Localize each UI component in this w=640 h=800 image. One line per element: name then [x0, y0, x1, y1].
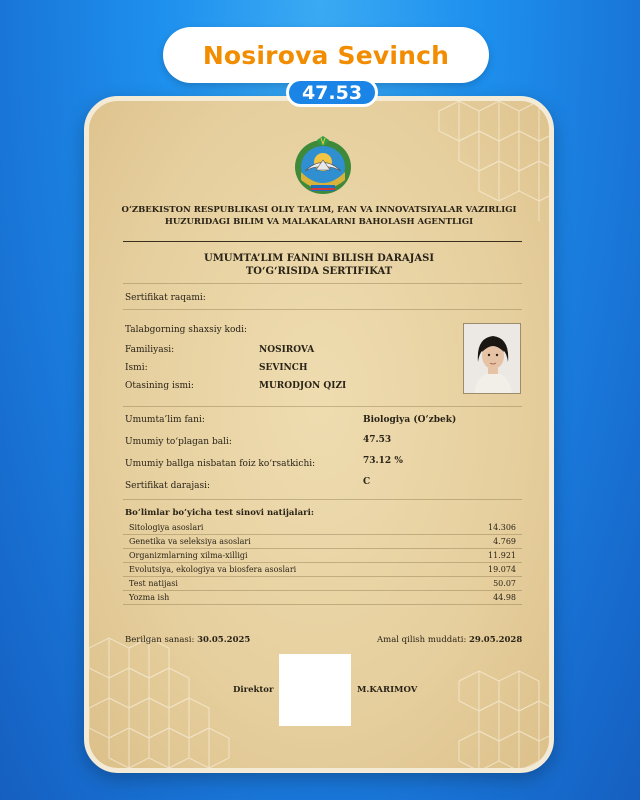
level-value: C [363, 477, 371, 487]
certificate-title-line-1: UMUMTA’LIM FANINI BILISH DARAJASI [203, 253, 435, 264]
divider [123, 406, 522, 407]
director-name: M.KARIMOV [357, 685, 418, 695]
section-name: Organizmlarning xilma-xilligi [129, 551, 248, 560]
surname-label: Familiyasi: [125, 345, 175, 355]
score-value: 47.53 [301, 81, 363, 104]
agency-line-2: HUZURIDAGI BILIM VA MALAKALARNI BAHOLASH AGENTLIGI [164, 217, 474, 227]
section-score: 44.98 [493, 593, 516, 602]
section-name: Genetika va seleksiya asoslari [129, 537, 251, 546]
total-score-label: Umumiy to‘plagan bali: [125, 437, 232, 447]
percent-label: Umumiy ballga nisbatan foiz ko‘rsatkichi: [125, 459, 316, 469]
divider [123, 499, 522, 500]
section-score: 14.306 [488, 523, 516, 532]
section-score: 50.07 [493, 579, 516, 588]
divider [123, 604, 522, 605]
valid-date: 29.05.2028 [469, 635, 523, 645]
valid-label: Amal qilish muddati: [377, 635, 467, 645]
divider [123, 548, 522, 549]
section-name: Test natijasi [129, 579, 178, 588]
first-name-label: Ismi: [125, 363, 148, 373]
ornament-pattern-bottom-left [89, 628, 239, 773]
student-name: Nosirova Sevinch [202, 40, 450, 70]
issued-date: 30.05.2025 [197, 635, 251, 645]
divider [123, 562, 522, 563]
divider [123, 590, 522, 591]
first-name-value: SEVINCH [259, 363, 308, 373]
state-emblem-icon [290, 136, 356, 196]
issued-date-field [125, 635, 250, 645]
section-score: 4.769 [493, 537, 516, 546]
patronymic-value: MURODJON QIZI [259, 381, 347, 391]
divider [123, 534, 522, 535]
section-name: Evolutsiya, ekologiya va biosfera asoslari [129, 565, 297, 574]
student-photo [463, 323, 521, 394]
section-score: 11.921 [488, 551, 516, 560]
agency-line-1: O‘ZBEKISTON RESPUBLIKASI OLIY TA’LIM, FAN VA INNOVATSIYALAR VAZIRLIGI [121, 205, 517, 215]
section-name: Yozma ish [129, 593, 170, 602]
issued-label: Berilgan sanasi: [125, 635, 195, 645]
divider [123, 309, 522, 310]
score-badge [286, 78, 378, 107]
section-score: 19.074 [488, 565, 516, 574]
ornament-pattern-bottom-right [429, 661, 554, 773]
subject-value: Biologiya (O‘zbek) [363, 415, 457, 425]
surname-value: NOSIROVA [259, 345, 315, 355]
ornament-pattern-top-right [419, 101, 554, 221]
sections-heading: Bo‘limlar bo‘yicha test sinovi natijalari: [125, 508, 315, 518]
personal-code-label: Talabgorning shaxsiy kodi: [125, 325, 248, 335]
patronymic-label: Otasining ismi: [125, 381, 194, 391]
certificate-title-line-2: TO‘G‘RISIDA SERTIFIKAT [245, 266, 393, 277]
total-score-value: 47.53 [363, 435, 392, 445]
director-label: Direktor [233, 685, 274, 695]
redacted-stamp [279, 654, 351, 726]
certificate-card [84, 96, 554, 773]
title-divider [123, 283, 522, 284]
level-label: Sertifikat darajasi: [125, 481, 211, 491]
section-name: Sitologiya asoslari [129, 523, 204, 532]
valid-date-field [377, 635, 522, 645]
cert-number-label: Sertifikat raqami: [125, 293, 206, 303]
header-divider [123, 241, 522, 242]
divider [123, 576, 522, 577]
student-name-banner [163, 27, 489, 83]
subject-label: Umumta’lim fani: [125, 415, 205, 425]
percent-value: 73.12 % [363, 456, 403, 466]
